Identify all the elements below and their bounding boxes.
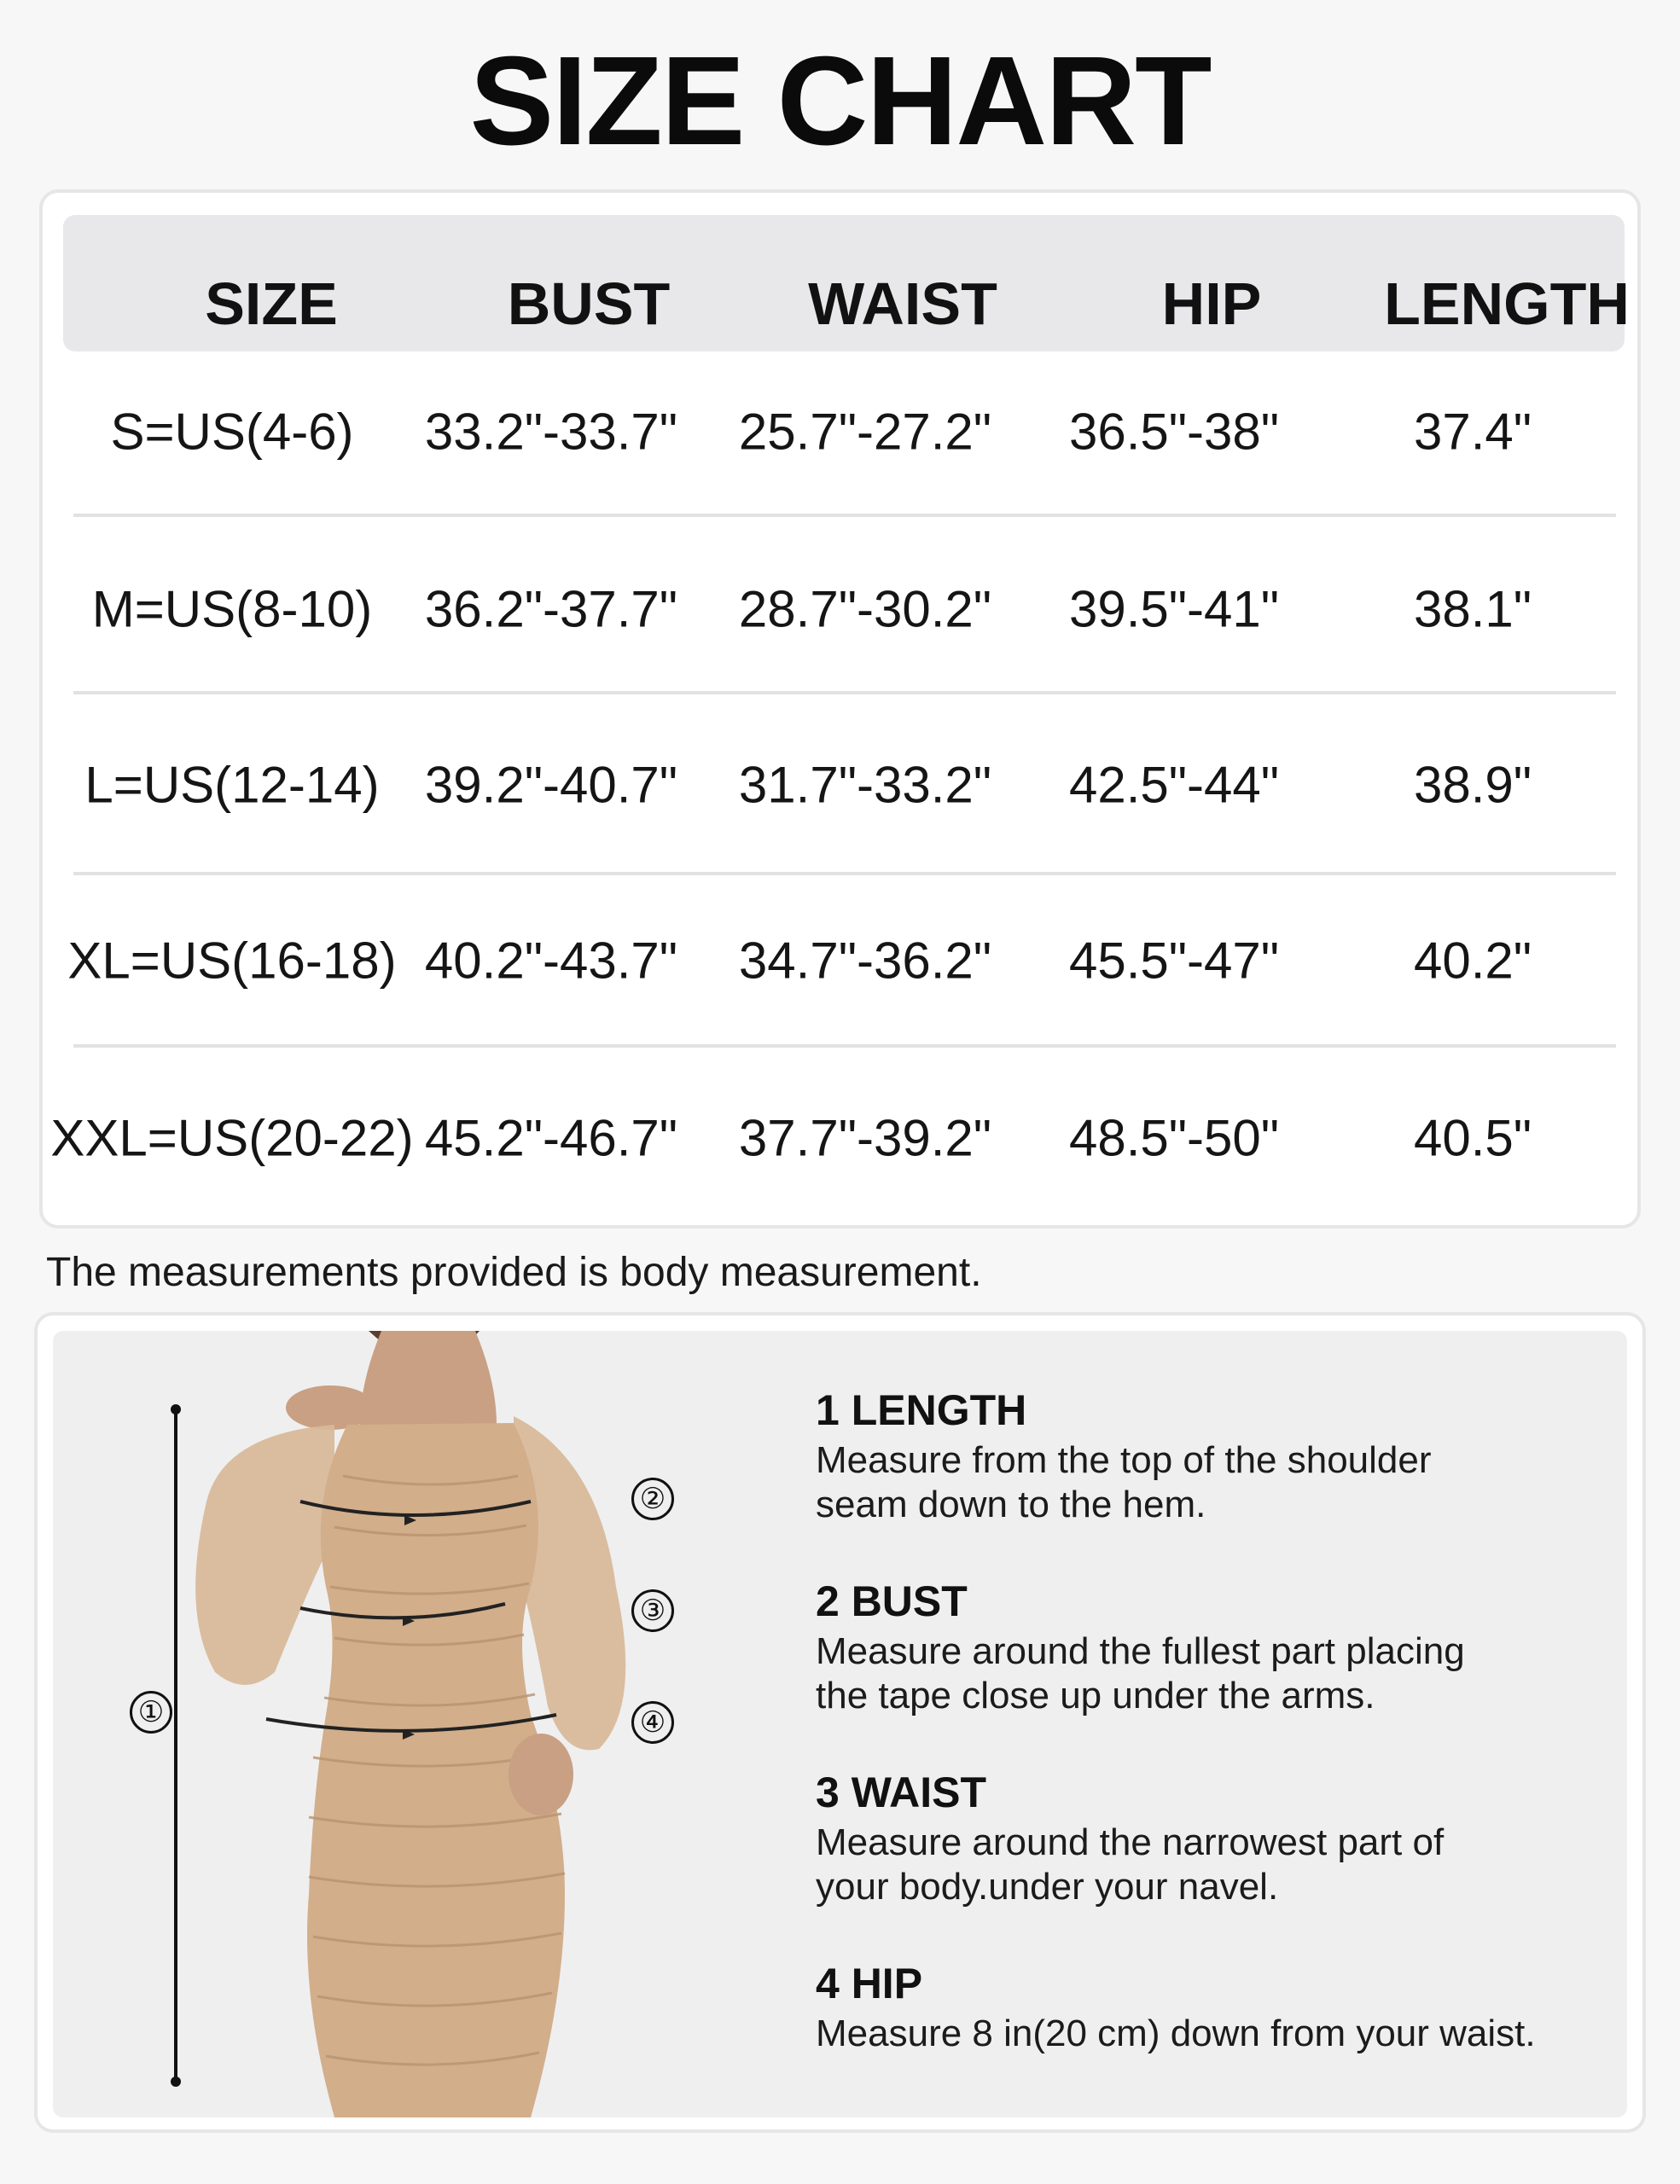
bust-title: 2 BUST	[816, 1577, 968, 1625]
cell-bust: 45.2"-46.7"	[424, 1109, 678, 1167]
hip-desc	[816, 2012, 1584, 2056]
row-divider	[73, 691, 1616, 694]
bust-desc	[816, 1629, 1584, 1718]
cell-length: 38.9"	[1413, 756, 1532, 814]
header-waist: WAIST	[808, 270, 997, 337]
cell-bust: 40.2"-43.7"	[424, 932, 678, 990]
desc-line: Measure from the top of the shoulder	[816, 1439, 1432, 1481]
desc-line: Measure around the fullest part placing	[816, 1630, 1465, 1672]
cell-hip: 36.5"-38"	[1068, 403, 1280, 461]
cell-bust: 39.2"-40.7"	[424, 756, 678, 814]
cell-size: L=US(12-14)	[84, 756, 380, 814]
page-title: SIZE CHART	[469, 31, 1211, 171]
marker-waist-icon: ③	[631, 1589, 674, 1632]
cell-size: XL=US(16-18)	[67, 932, 397, 990]
cell-length: 40.2"	[1413, 932, 1532, 990]
row-divider	[73, 514, 1616, 517]
marker-length-icon: ①	[130, 1691, 172, 1734]
measurement-note: The measurements provided is body measurement.	[46, 1250, 982, 1295]
desc-line: your body.under your navel.	[816, 1866, 1279, 1908]
desc-line: Measure 8 in(20 cm) down from your waist.	[816, 2013, 1536, 2054]
length-title: 1 LENGTH	[816, 1386, 1027, 1434]
header-size: SIZE	[205, 270, 338, 337]
desc-line: the tape close up under the arms.	[816, 1675, 1375, 1716]
size-table	[39, 189, 1641, 1228]
cell-size: XXL=US(20-22)	[50, 1109, 414, 1167]
cell-hip: 39.5"-41"	[1068, 580, 1280, 638]
raised-hand	[286, 1385, 375, 1430]
cell-waist: 31.7"-33.2"	[738, 756, 992, 814]
header-bust: BUST	[507, 270, 671, 337]
cell-length: 37.4"	[1413, 403, 1532, 461]
desc-line: seam down to the hem.	[816, 1484, 1206, 1525]
waist-title: 3 WAIST	[816, 1769, 987, 1816]
marker-hip-icon: ④	[631, 1701, 674, 1744]
cell-hip: 45.5"-47"	[1068, 932, 1280, 990]
marker-bust-icon: ②	[631, 1478, 674, 1520]
cell-waist: 28.7"-30.2"	[738, 580, 992, 638]
hip-title: 4 HIP	[816, 1960, 923, 2007]
row-divider	[73, 1044, 1616, 1048]
cell-length: 40.5"	[1413, 1109, 1532, 1167]
waist-desc	[816, 1821, 1584, 1909]
left-sleeve	[195, 1425, 334, 1685]
skin-chest	[360, 1331, 497, 1425]
cell-waist: 25.7"-27.2"	[738, 403, 992, 461]
guide-panel	[53, 1331, 1627, 2117]
header-length: LENGTH	[1384, 270, 1630, 337]
cell-hip: 42.5"-44"	[1068, 756, 1280, 814]
length-line-top-dot	[171, 1404, 181, 1414]
cell-hip: 48.5"-50"	[1068, 1109, 1280, 1167]
measurement-guide	[34, 1312, 1646, 2133]
lower-hand	[509, 1734, 573, 1815]
cell-bust: 33.2"-33.7"	[424, 403, 678, 461]
cell-size: S=US(4-6)	[110, 403, 354, 461]
cell-length: 38.1"	[1413, 580, 1532, 638]
table-header	[63, 215, 1630, 351]
cell-bust: 36.2"-37.7"	[424, 580, 678, 638]
row-divider	[73, 872, 1616, 875]
length-desc	[816, 1438, 1584, 1527]
cell-waist: 37.7"-39.2"	[738, 1109, 992, 1167]
cell-size: M=US(8-10)	[91, 580, 373, 638]
length-line-bottom-dot	[171, 2077, 181, 2087]
header-hip: HIP	[1161, 270, 1262, 337]
desc-line: Measure around the narrowest part of	[816, 1821, 1445, 1863]
cell-waist: 34.7"-36.2"	[738, 932, 992, 990]
